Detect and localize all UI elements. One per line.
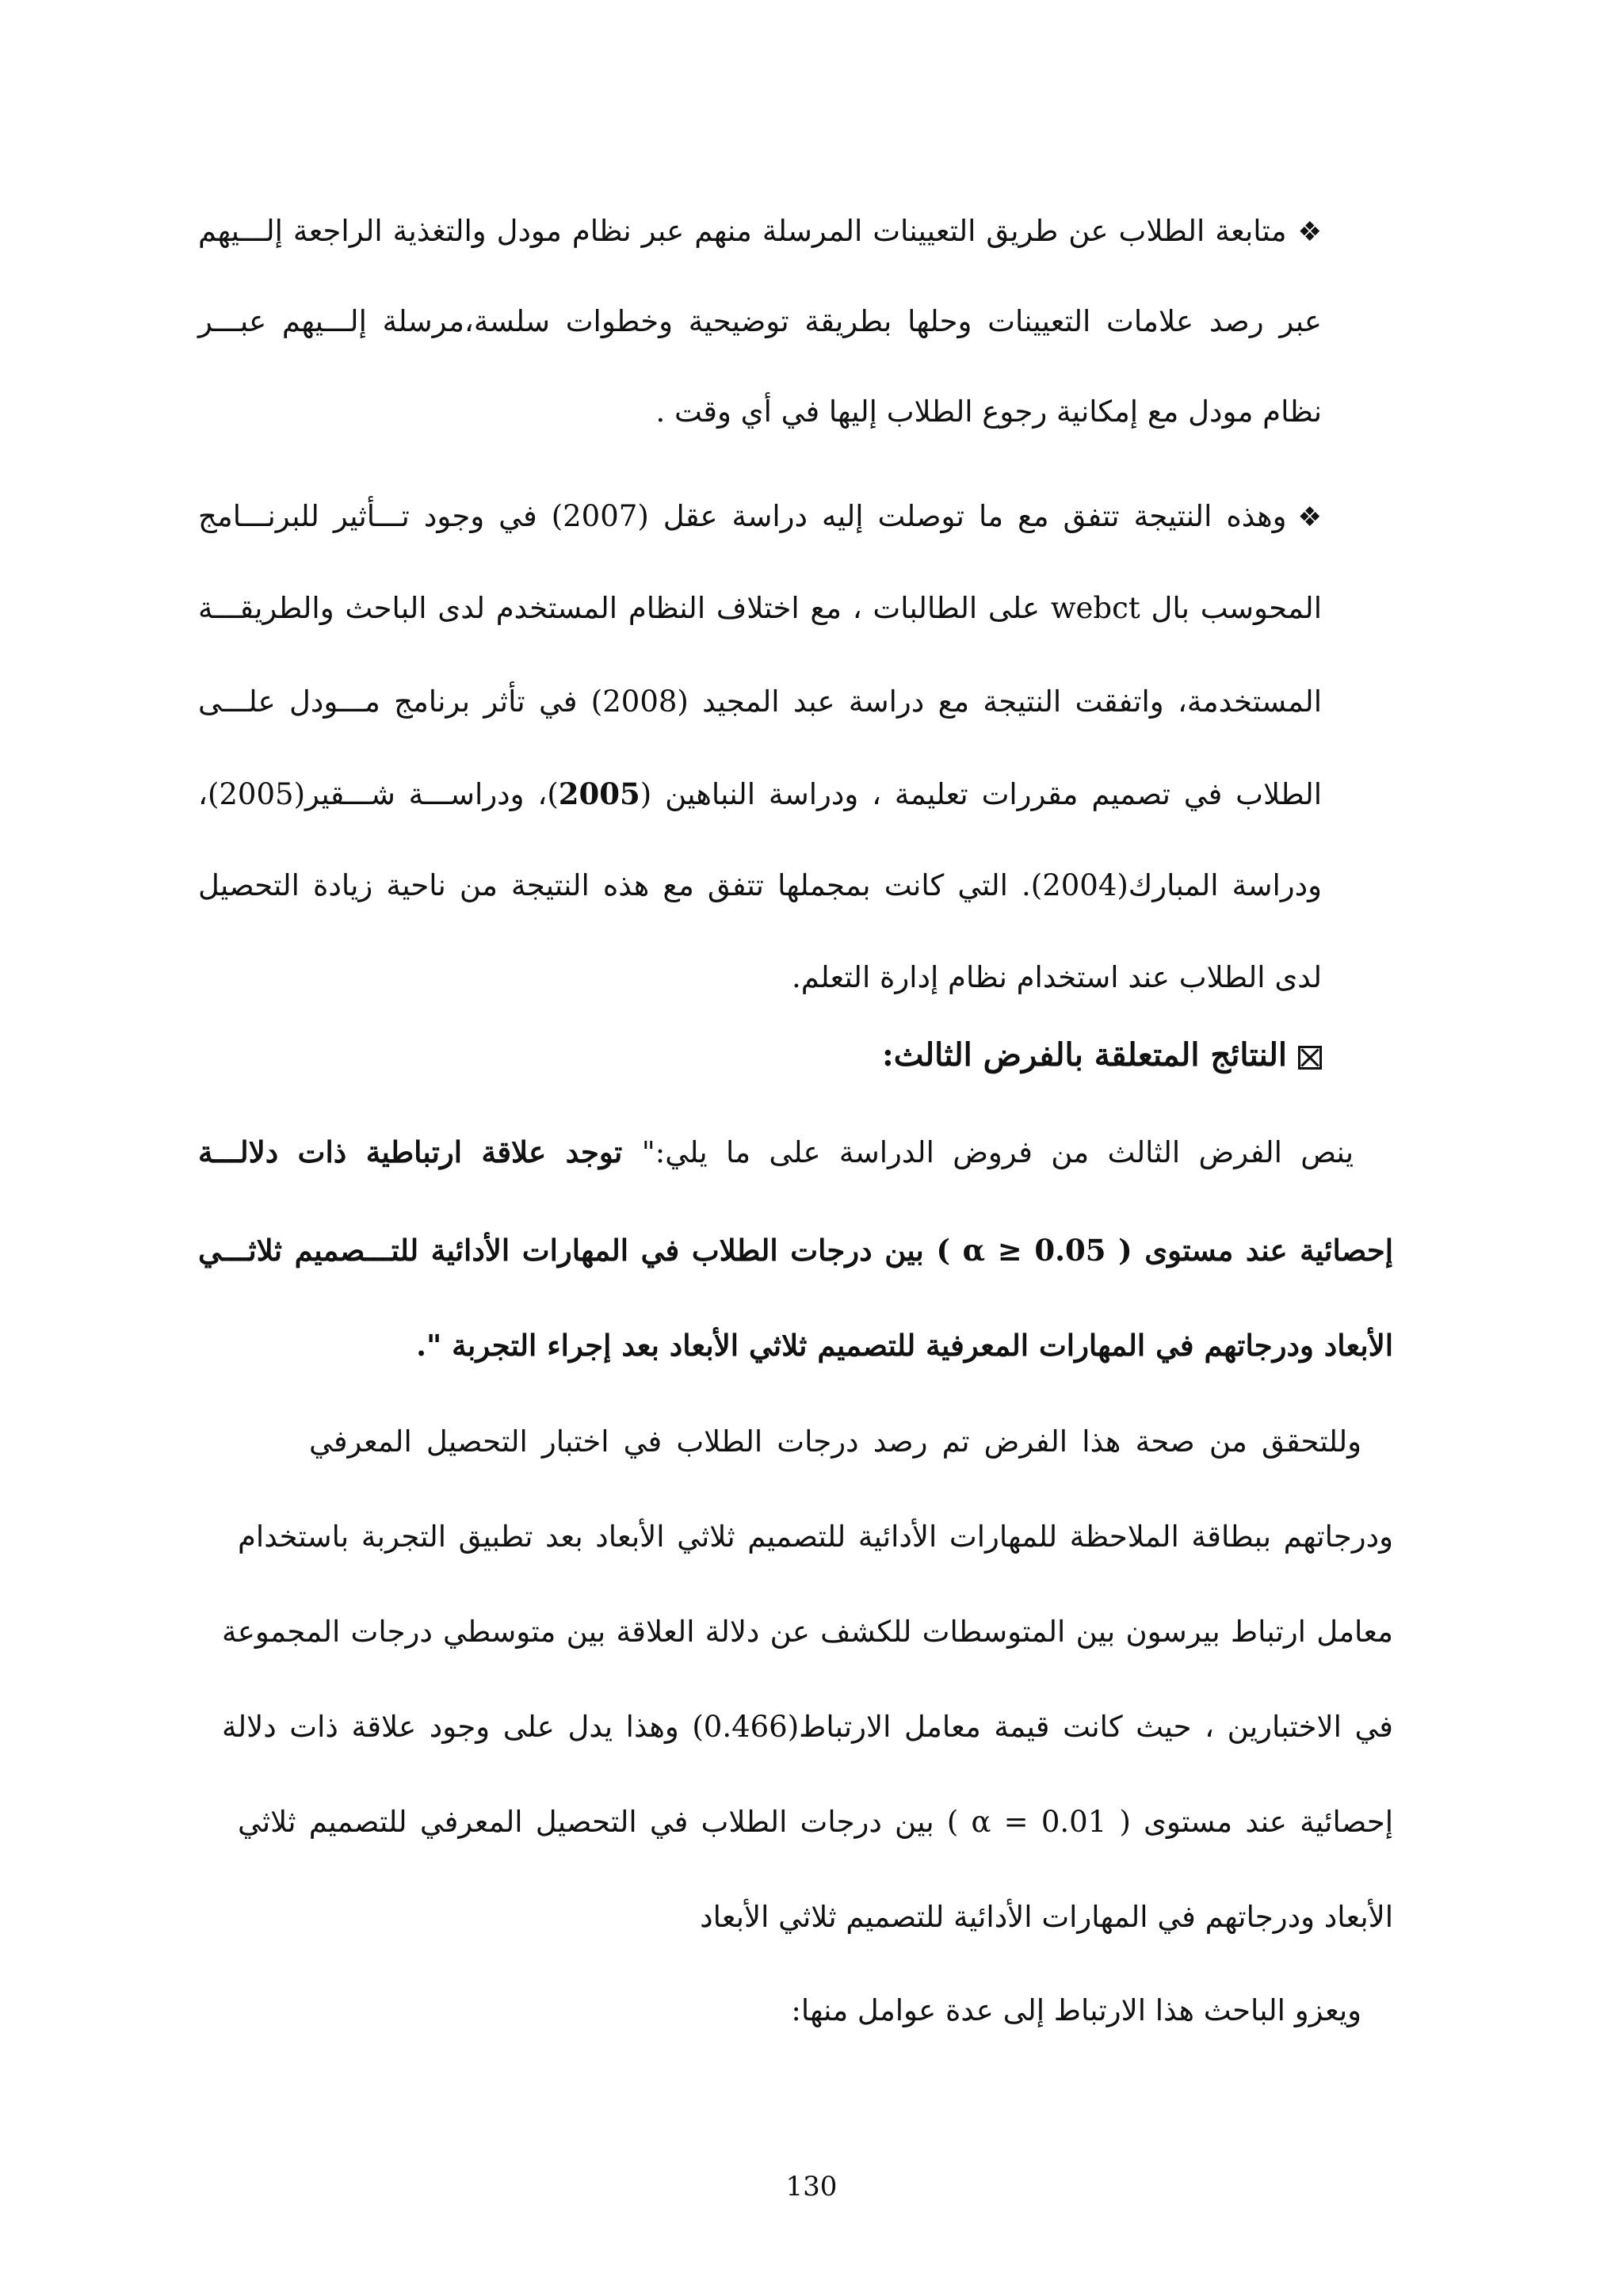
paragraph-line: إحصائية عند مستوى ( α ≥ 0.05 ) بين درجات الطلاب في المهارات الأدائية للتـــصميم ثلاثـــي: [198, 1233, 1393, 1268]
paragraph-text: وهذه النتيجة تتفق مع ما توصلت إليه دراسة عقل (2007) في وجود تـــأثير للبرنـــامج: [198, 499, 1287, 533]
heading-text: النتائج المتعلقة بالفرض الثالث:: [881, 1036, 1287, 1074]
paragraph-text: ينص الفرض الثالث من فروض الدراسة على ما يلي:": [641, 1135, 1354, 1169]
paragraph-line: ودراسة المبارك(2004). التي كانت بمجملها تتفق مع هذه النتيجة من ناحية زيادة التحصيل: [198, 868, 1322, 902]
bold-number: 2005: [558, 776, 640, 811]
paragraph-line: في الاختبارين ، حيث كانت قيمة معامل الارتباط(0.466) وهذا يدل على وجود علاقة ذات دلالة: [222, 1710, 1393, 1744]
paragraph-line: نظام مودل مع إمكانية رجوع الطلاب إليها في أي وقت .: [655, 395, 1322, 429]
diamond-bullet-icon: ❖: [1297, 502, 1323, 533]
paragraph-line: الأبعاد ودرجاتهم في المهارات الأدائية للتصميم ثلاثي الأبعاد: [700, 1900, 1393, 1934]
paragraph-line: ودرجاتهم ببطاقة الملاحظة للمهارات الأدائية للتصميم ثلاثي الأبعاد بعد تطبيق التجربة باستخدام: [238, 1520, 1393, 1554]
bullet-line: [198, 493, 1322, 541]
paragraph-text: الطلاب في تصميم مقررات تعليمة ، ودراسة النباهين (: [640, 777, 1322, 811]
bold-text: توجد علاقة ارتباطية ذات دلالـــة: [198, 1135, 642, 1169]
paragraph-line: إحصائية عند مستوى ( α = 0.01 ) بين درجات الطلاب في التحصيل المعرفي للتصميم ثلاثي: [238, 1805, 1393, 1839]
bullet-line: [198, 208, 1322, 256]
paragraph-text: متابعة الطلاب عن طريق التعيينات المرسلة منهم عبر نظام مودل والتغذية الراجعة إلـــيهم: [198, 214, 1287, 248]
paragraph-line: [198, 1128, 1354, 1177]
paragraph-line: عبر رصد علامات التعيينات وحلها بطريقة توضيحية وخطوات سلسة،مرسلة إلـــيهم عبـــر: [198, 304, 1322, 338]
paragraph-line: المحوسب بال webct على الطالبات ، مع اختلاف النظام المستخدم لدى الباحث والطريقـــة: [198, 591, 1322, 625]
paragraph-line: [198, 770, 1322, 818]
section-heading: [882, 1032, 1322, 1079]
boxed-x-icon: [1298, 1046, 1322, 1070]
paragraph-line: ويعزو الباحث هذا الارتباط إلى عدة عوامل منها:: [791, 1993, 1361, 2027]
paragraph-text: )، ودراســـة شـــقير(2005)،: [198, 777, 559, 811]
paragraph-line: وللتحقق من صحة هذا الفرض تم رصد درجات الطلاب في اختبار التحصيل المعرفي: [309, 1425, 1361, 1459]
page-number: 130: [785, 2171, 838, 2203]
paragraph-line: المستخدمة، واتفقت النتيجة مع دراسة عبد المجيد (2008) في تأثر برنامج مـــودل علـــى: [198, 685, 1322, 719]
paragraph-line: لدى الطلاب عند استخدام نظام إدارة التعلم.: [792, 960, 1322, 994]
paragraph-line: معامل ارتباط بيرسون بين المتوسطات للكشف عن دلالة العلاقة بين متوسطي درجات المجموعة: [222, 1615, 1393, 1649]
paragraph-line: الأبعاد ودرجاتهم في المهارات المعرفية للتصميم ثلاثي الأبعاد بعد إجراء التجربة ".: [416, 1328, 1393, 1363]
diamond-bullet-icon: ❖: [1297, 216, 1322, 248]
